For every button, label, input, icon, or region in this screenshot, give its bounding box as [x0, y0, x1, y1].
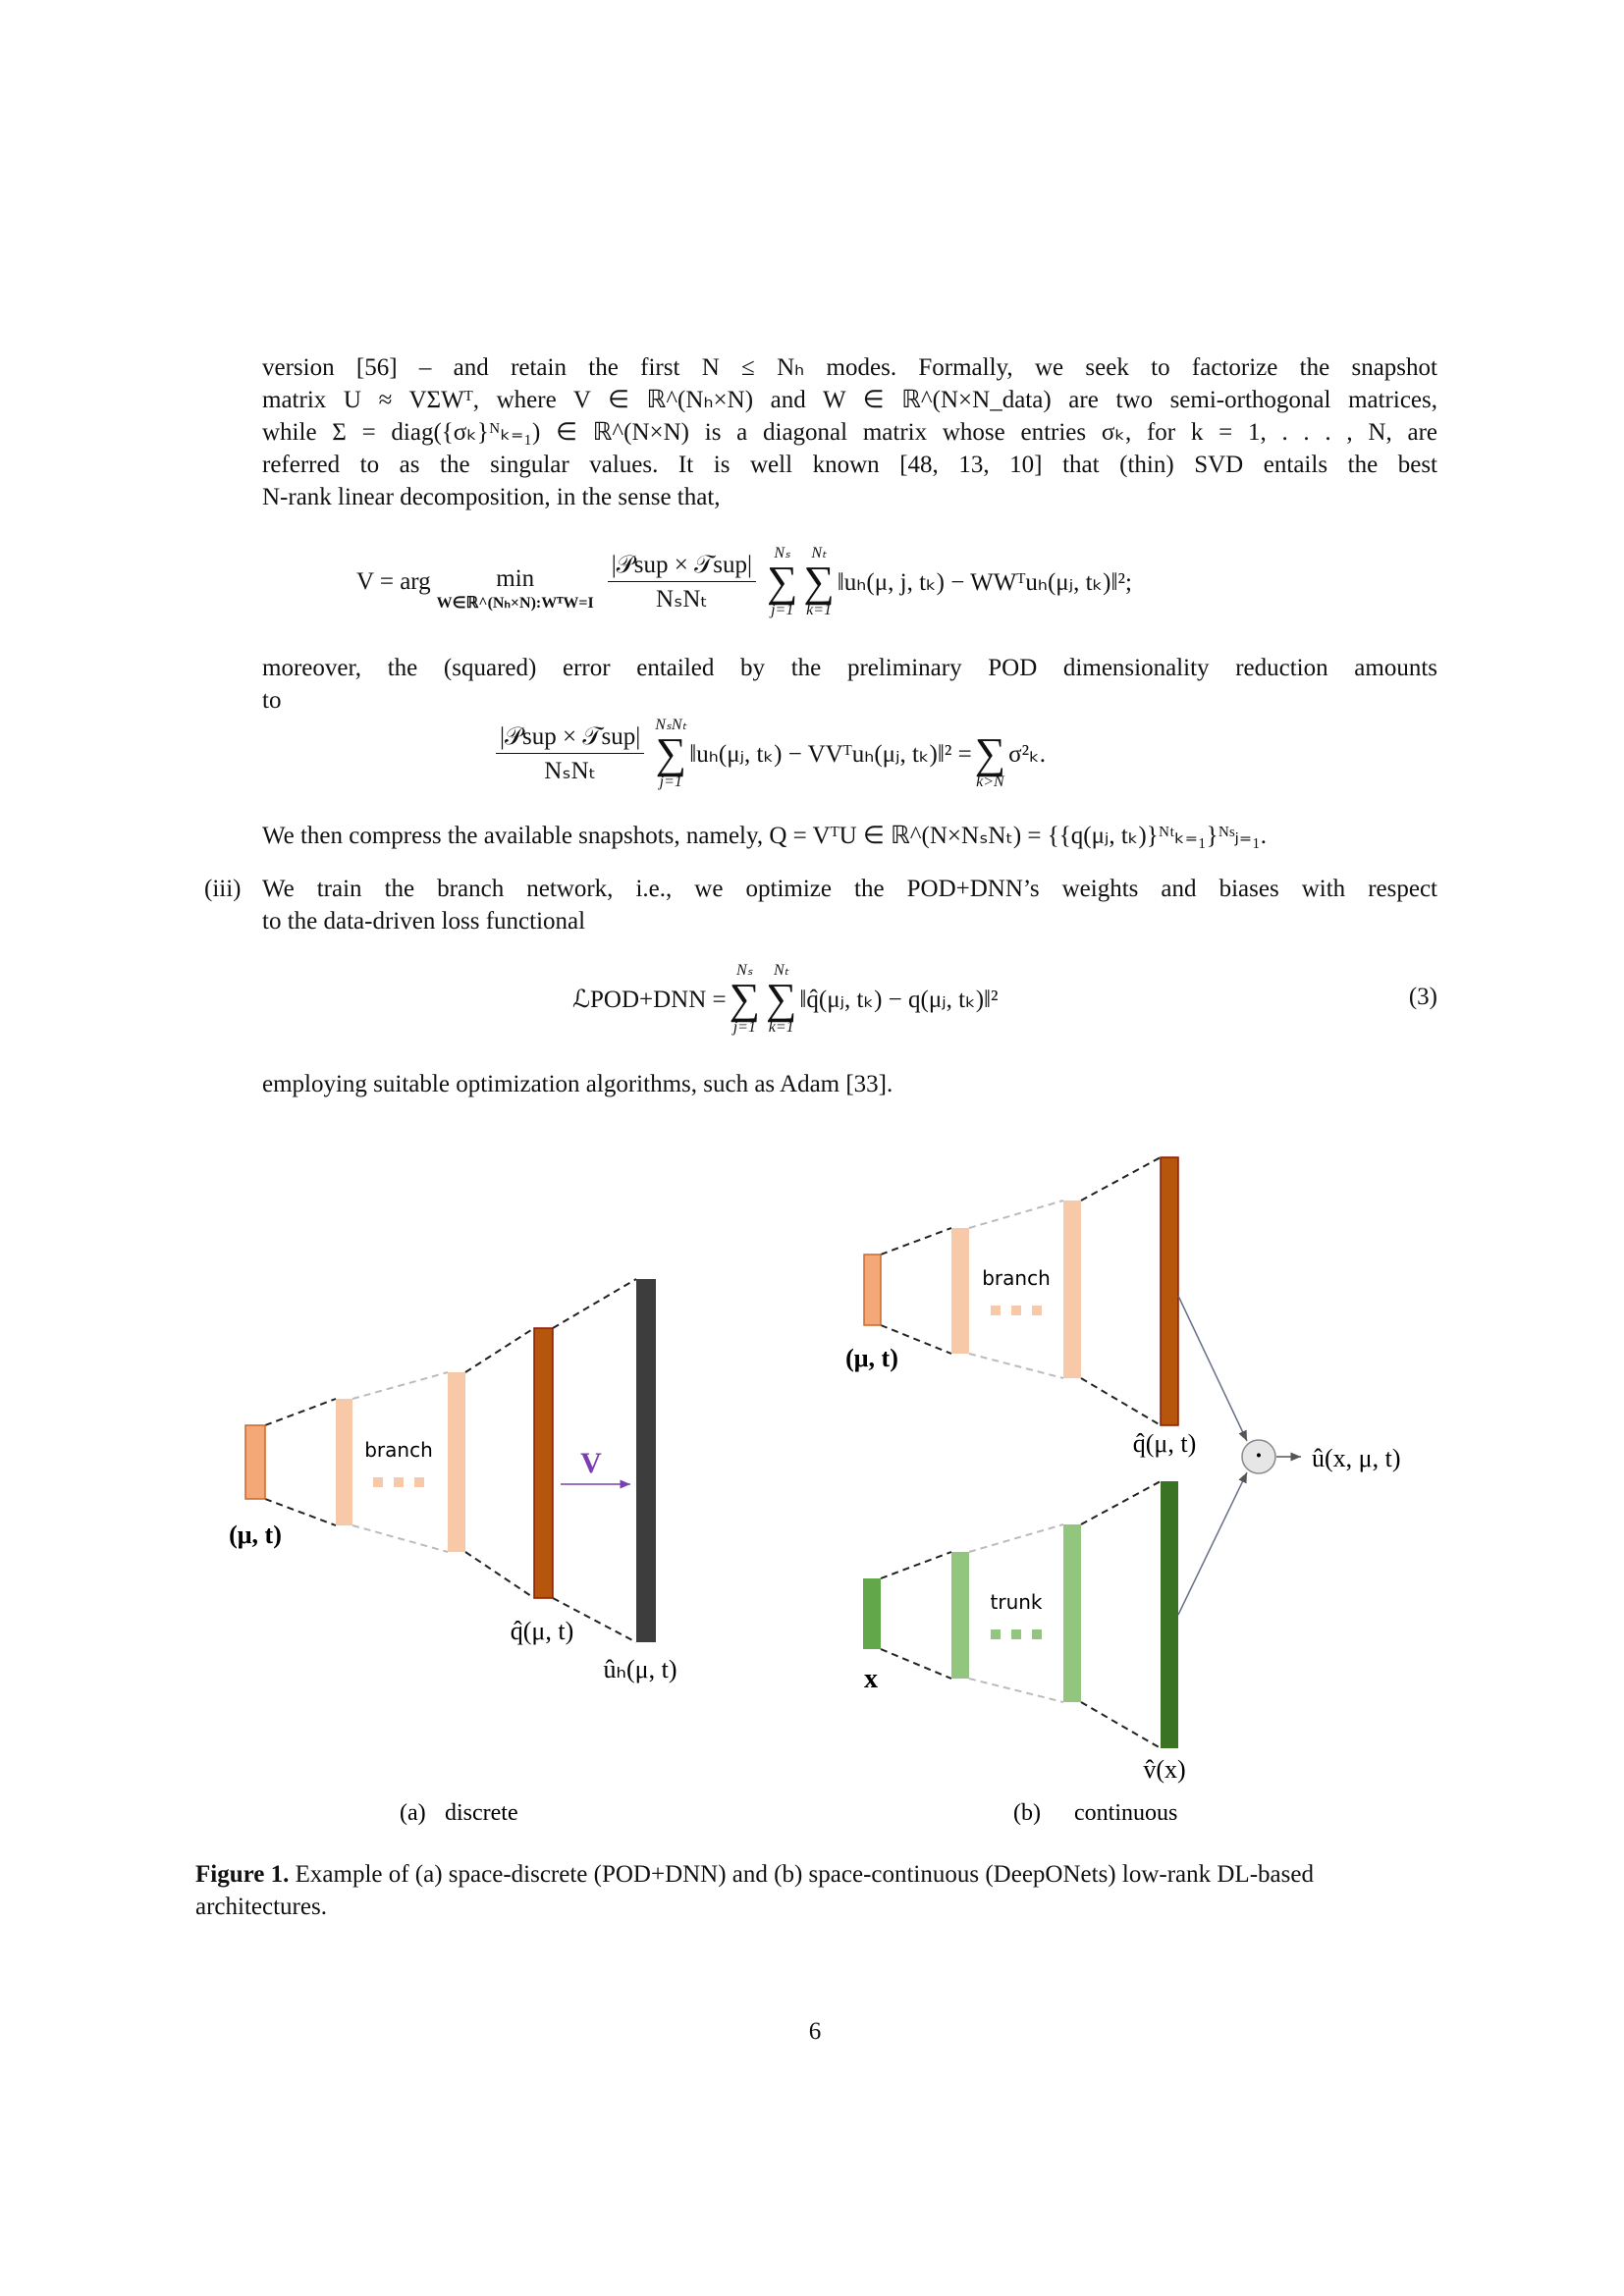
subcaption-letter-b: (b)	[1013, 1800, 1041, 1826]
paragraph-line: employing suitable optimization algorithms, such as Adam [33].	[262, 1071, 893, 1097]
subcaption-letter-a: (a)	[400, 1800, 426, 1826]
branch-input-layer	[245, 1425, 265, 1499]
label-output: û(x, μ, t)	[1312, 1444, 1401, 1472]
ellipsis-dot	[414, 1477, 424, 1487]
branch-input-layer	[864, 1255, 881, 1325]
subcaption-a: discrete	[445, 1800, 518, 1826]
fraction-numerator: |𝒫sup × 𝒯sup|	[496, 723, 644, 754]
paragraph-line: N-rank linear decomposition, in the sense that,	[262, 484, 721, 510]
branch-hidden-layer	[448, 1372, 465, 1552]
min-op: min	[496, 565, 535, 592]
figure-caption-text: Example of (a) space-discrete (POD+DNN) and (b) space-continuous (DeepONets) low-rank DL-based architectures.	[195, 1861, 1314, 1920]
connector	[352, 1525, 448, 1552]
sum-lower: k=1	[806, 602, 833, 618]
figure-caption-label: Figure 1.	[195, 1861, 290, 1888]
list-marker: (iii)	[204, 876, 242, 902]
sum-upper: NₛNₜ	[655, 717, 687, 733]
sum-j: Nₛ ∑ j=1	[729, 962, 761, 1036]
branch-hidden-layer	[951, 1228, 969, 1354]
paragraph-line: moreover, the (squared) error entailed by the preliminary POD dimensionality reduction amounts	[262, 655, 1437, 681]
sum-upper: Nₜ	[811, 545, 827, 561]
connector	[1081, 1378, 1161, 1425]
label-q-a: q̂(μ, t)	[510, 1617, 574, 1645]
eq-lhs: V = arg	[356, 568, 431, 595]
latent-output-layer	[534, 1328, 553, 1598]
paragraph-line: matrix U ≈ VΣWᵀ, where V ∈ ℝ^(Nₕ×N) and W ∈ ℝ^(N×N_data) are two semi-orthogonal matrices,	[262, 387, 1437, 413]
sum-lower: j=1	[732, 1019, 756, 1036]
connector	[1081, 1157, 1161, 1201]
connector	[881, 1649, 951, 1679]
branch-output-layer	[1161, 1157, 1178, 1425]
branch-to-product-arrow	[1178, 1296, 1247, 1441]
eq-body: ‖uₕ(μ, j, tₖ) − WWᵀuₕ(μⱼ, tₖ)‖²;	[837, 569, 1132, 596]
label-q-b: q̂(μ, t)	[1132, 1429, 1197, 1458]
eq-body: ‖q̂(μⱼ, tₖ) − q(μⱼ, tₖ)‖²	[799, 987, 999, 1013]
dot-product-symbol: ·	[1255, 1443, 1263, 1468]
label-v: v̂(x)	[1143, 1755, 1186, 1784]
paragraph-line: referred to as the singular values. It is well known [48, 13, 10] that (thin) SVD entails the best	[262, 452, 1437, 478]
connector	[465, 1328, 534, 1372]
ellipsis-dot	[991, 1629, 1001, 1639]
connector	[881, 1552, 951, 1578]
connector	[1081, 1702, 1161, 1748]
trunk-output-layer	[1161, 1481, 1178, 1748]
trunk-hidden-layer	[1063, 1524, 1081, 1702]
equation-number: (3)	[1408, 984, 1437, 1010]
trunk-to-product-arrow	[1178, 1472, 1247, 1615]
connector	[465, 1552, 534, 1598]
label-uh: ûₕ(μ, t)	[603, 1655, 677, 1683]
ellipsis-dot	[1032, 1629, 1042, 1639]
paragraph-line: version [56] – and retain the first N ≤ Nₕ modes. Formally, we seek to factorize the snapshot	[262, 354, 1437, 381]
paragraph-line: We train the branch network, i.e., we optimize the POD+DNN’s weights and biases with respect	[262, 876, 1437, 902]
eq-lhs: ℒPOD+DNN =	[572, 987, 727, 1013]
connector	[969, 1679, 1063, 1702]
page-number: 6	[808, 2018, 822, 2045]
label-branch-b: branch	[982, 1266, 1051, 1290]
ellipsis-dot	[1032, 1306, 1042, 1315]
ellipsis-dot	[1011, 1306, 1021, 1315]
sum-j: NₛNₜ ∑ j=1	[655, 717, 687, 790]
paragraph-line: to	[262, 687, 282, 714]
ellipsis-dot	[991, 1306, 1001, 1315]
sum-j: Nₛ ∑ j=1	[767, 545, 798, 618]
connector	[969, 1354, 1063, 1378]
label-input-branch: (μ, t)	[845, 1344, 898, 1372]
sum-upper: Nₛ	[736, 962, 753, 979]
label-trunk: trunk	[990, 1590, 1043, 1614]
connector	[969, 1201, 1063, 1228]
sum-upper: Nₜ	[774, 962, 789, 979]
label-V: V	[580, 1447, 602, 1479]
trunk-input-layer	[863, 1578, 881, 1649]
sum-k: ∑ k>N	[974, 729, 1006, 790]
subcaption-b: continuous	[1074, 1800, 1178, 1826]
figure-caption	[195, 1858, 1437, 1923]
sum-k: Nₜ ∑ k=1	[766, 962, 797, 1036]
eq-rhs: σ²ₖ.	[1008, 741, 1046, 768]
connector	[265, 1399, 336, 1425]
paragraph-line: while Σ = diag({σₖ}ᴺₖ₌₁) ∈ ℝ^(N×N) is a diagonal matrix whose entries σₖ, for k = 1, . . . , N, are	[262, 419, 1437, 446]
fraction-denominator: NₛNₜ	[655, 585, 708, 613]
ellipsis-dot	[1011, 1629, 1021, 1639]
ellipsis-dot	[394, 1477, 404, 1487]
connector	[553, 1279, 636, 1328]
paragraph-line: to the data-driven loss functional	[262, 908, 586, 934]
label-branch-a: branch	[364, 1438, 433, 1462]
fraction-denominator: NₛNₜ	[544, 757, 597, 784]
sum-lower: k=1	[768, 1019, 794, 1036]
label-input-trunk: x	[864, 1664, 878, 1694]
branch-hidden-layer	[336, 1399, 352, 1525]
fraction-numerator: |𝒫sup × 𝒯sup|	[608, 552, 756, 582]
trunk-hidden-layer	[951, 1552, 969, 1679]
connector	[881, 1228, 951, 1255]
label-input-a: (μ, t)	[229, 1521, 282, 1549]
min-subscript: W∈ℝ^(Nₕ×N):WᵀW=I	[436, 595, 594, 612]
paragraph-line: We then compress the available snapshots, namely, Q = VᵀU ∈ ℝ^(N×NₛNₜ) = {{q(μⱼ, tₖ)}ᴺᵗₖ₌₁}ᴺˢⱼ₌₁.	[262, 823, 1268, 849]
sum-k: Nₜ ∑ k=1	[803, 545, 835, 618]
connector	[1081, 1481, 1161, 1524]
full-order-layer	[636, 1279, 656, 1642]
branch-hidden-layer	[1063, 1201, 1081, 1378]
sum-lower: k>N	[976, 774, 1004, 790]
connector	[969, 1524, 1063, 1552]
connector	[352, 1372, 448, 1399]
sum-lower: j=1	[659, 774, 682, 790]
sum-upper: Nₛ	[774, 545, 791, 561]
eq-body: ‖uₕ(μⱼ, tₖ) − VVᵀuₕ(μⱼ, tₖ)‖² =	[689, 741, 972, 768]
ellipsis-dot	[373, 1477, 383, 1487]
sum-lower: j=1	[771, 602, 794, 618]
